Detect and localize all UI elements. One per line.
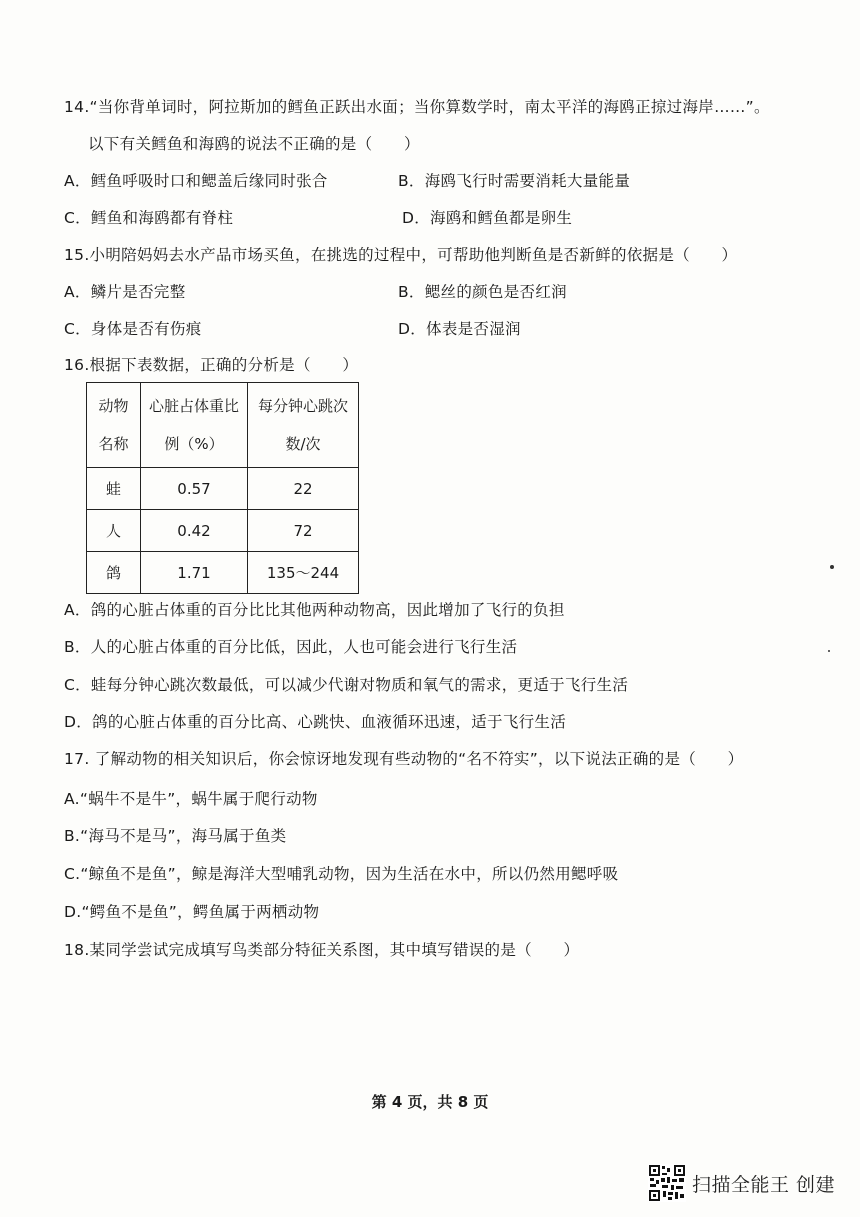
q15-option-b: B．鳃丝的颜色是否红润 xyxy=(398,283,567,301)
table-cell: 人 xyxy=(87,510,141,552)
table-cell: 鸽 xyxy=(87,552,141,594)
table-cell: 72 xyxy=(248,510,359,552)
header-line: 每分钟心跳次 xyxy=(257,397,348,415)
q14-option-b: B．海鸥飞行时需要消耗大量能量 xyxy=(398,172,631,190)
table-header-cell xyxy=(248,383,359,468)
q16-option-a: A．鸽的心脏占体重的百分比比其他两种动物高，因此增加了飞行的负担 xyxy=(64,601,565,619)
scanner-watermark xyxy=(648,1164,835,1202)
table-cell: 135～244 xyxy=(248,552,359,594)
q14-option-d: D．海鸥和鳕鱼都是卵生 xyxy=(402,209,573,227)
header-line: 名称 xyxy=(98,435,129,453)
table-header-cell xyxy=(87,383,141,468)
q16-option-b: B．人的心脏占体重的百分比低，因此，人也可能会进行飞行生活 xyxy=(64,638,518,656)
table-header-cell xyxy=(141,383,248,468)
q16-option-c: C．蛙每分钟心跳次数最低，可以减少代谢对物质和氧气的需求，更适于飞行生活 xyxy=(64,676,629,694)
q14-stem: 14.“当你背单词时，阿拉斯加的鳕鱼正跃出水面；当你算数学时，南太平洋的海鸥正掠过海岸……”。 xyxy=(64,98,770,116)
header-line: 数/次 xyxy=(285,435,321,453)
q14-option-a: A．鳕鱼呼吸时口和鳃盖后缘同时张合 xyxy=(64,172,328,190)
watermark-text: 扫描全能王 创建 xyxy=(692,1173,836,1196)
q16-option-d: D．鸽的心脏占体重的百分比高、心跳快、血液循环迅速，适于飞行生活 xyxy=(64,713,567,731)
table-header-row xyxy=(87,383,359,468)
header-line: 例（%） xyxy=(164,435,224,453)
q17-option-d: D.“鳄鱼不是鱼”，鳄鱼属于两栖动物 xyxy=(64,903,320,921)
table-row xyxy=(87,510,359,552)
q15-stem: 15.小明陪妈妈去水产品市场买鱼，在挑选的过程中，可帮助他判断鱼是否新鲜的依据是（ ） xyxy=(64,246,738,264)
q15-option-d: D．体表是否湿润 xyxy=(398,320,521,338)
table-row xyxy=(87,552,359,594)
qr-code-icon xyxy=(648,1164,686,1202)
page-number: 第 4 页，共 8 页 xyxy=(371,1093,489,1111)
table-cell: 1.71 xyxy=(141,552,248,594)
header-line: 心脏占体重比 xyxy=(148,397,239,415)
table-cell: 0.57 xyxy=(141,468,248,510)
q16-stem: 16.根据下表数据，正确的分析是（ ） xyxy=(64,356,359,374)
q18-stem: 18.某同学尝试完成填写鸟类部分特征关系图，其中填写错误的是（ ） xyxy=(64,941,580,959)
q15-option-c: C．身体是否有伤痕 xyxy=(64,320,202,338)
q16-data-table xyxy=(86,382,359,594)
table-cell: 蛙 xyxy=(87,468,141,510)
q14-stem-continued: 以下有关鳕鱼和海鸥的说法不正确的是（ ） xyxy=(88,135,420,153)
scan-speck xyxy=(828,650,830,652)
table-row xyxy=(87,468,359,510)
scan-speck xyxy=(830,565,834,569)
header-line: 动物 xyxy=(98,397,129,415)
table-cell: 0.42 xyxy=(141,510,248,552)
q14-option-c: C．鳕鱼和海鸥都有脊柱 xyxy=(64,209,234,227)
q15-option-a: A．鳞片是否完整 xyxy=(64,283,186,301)
table-cell: 22 xyxy=(248,468,359,510)
q17-option-a: A.“蜗牛不是牛”，蜗牛属于爬行动物 xyxy=(64,790,318,808)
q17-option-c: C.“鲸鱼不是鱼”，鲸是海洋大型哺乳动物，因为生活在水中，所以仍然用鳃呼吸 xyxy=(64,865,619,883)
q17-option-b: B.“海马不是马”，海马属于鱼类 xyxy=(64,827,287,845)
q17-stem: 17. 了解动物的相关知识后，你会惊讶地发现有些动物的“名不符实”，以下说法正确的是（ ） xyxy=(64,750,744,768)
